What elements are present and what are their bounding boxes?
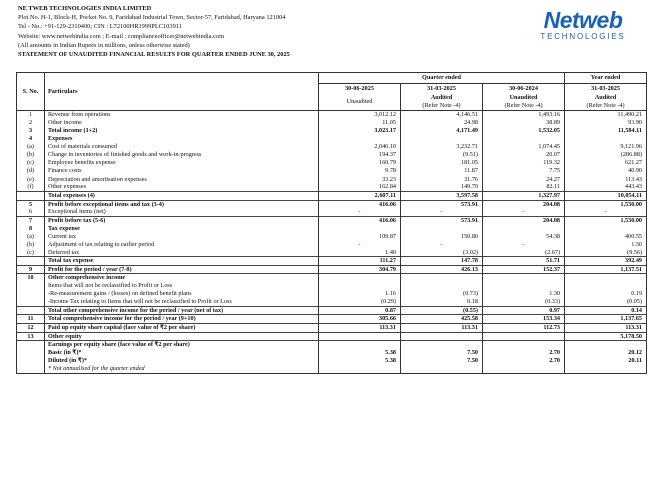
row-sn: 8 (17, 224, 45, 232)
row-value: 2.70 (483, 357, 565, 365)
row-value: 1,530.00 (565, 200, 647, 208)
row-sn: 13 (17, 332, 45, 341)
row-particular: Earnings per equity share (face value of ₹2 per share) (45, 341, 319, 349)
row-sn: (b) (17, 241, 45, 249)
row-sn: 1 (17, 111, 45, 119)
row-value: 400.55 (565, 232, 647, 240)
table-row (17, 208, 647, 216)
status-label: Audited (430, 94, 453, 102)
row-value: 11.05 (319, 119, 401, 127)
row-sn (17, 290, 45, 298)
row-value (401, 365, 483, 373)
table-row (17, 159, 647, 167)
row-value: (2.67) (483, 249, 565, 257)
row-value: 11,490.21 (565, 111, 647, 119)
table-row (17, 119, 647, 127)
row-value: 0.19 (565, 290, 647, 298)
row-value: 1.30 (483, 290, 565, 298)
row-value: 7.50 (401, 357, 483, 365)
row-value (483, 224, 565, 232)
row-value: 2.70 (483, 349, 565, 357)
row-value (483, 341, 565, 349)
row-particular: Profit before tax (5-6) (45, 216, 319, 224)
row-value: 3,597.58 (401, 191, 483, 200)
row-value (565, 282, 647, 290)
row-value (401, 274, 483, 282)
row-value: (0.05) (565, 298, 647, 306)
row-particular: Adjustment of tax relating to earlier period (45, 241, 319, 249)
row-particular: Other equity (45, 332, 319, 341)
table-row (17, 224, 647, 232)
netweb-logo (528, 8, 638, 41)
row-particular: Change in inventories of finished goods and work-in-progress (45, 151, 319, 159)
row-value: 1,327.97 (483, 191, 565, 200)
row-value: 3,023.17 (319, 127, 401, 135)
row-value: 0.18 (401, 298, 483, 306)
row-value: 33.23 (319, 175, 401, 183)
row-sn: 11 (17, 315, 45, 324)
row-sn: (d) (17, 167, 45, 175)
row-particular: Total income (1+2) (45, 127, 319, 135)
row-value (319, 365, 401, 373)
row-value: 1.16 (319, 290, 401, 298)
row-value (319, 282, 401, 290)
row-particular: Other expenses (45, 183, 319, 191)
row-value: 160.79 (319, 159, 401, 167)
row-value: 3,232.71 (401, 143, 483, 151)
row-value: 4,146.51 (401, 111, 483, 119)
note-label: (Refer Note -4) (504, 102, 543, 109)
table-row (17, 365, 647, 373)
table-row (17, 349, 647, 357)
status-header (483, 94, 565, 111)
row-sn (17, 282, 45, 290)
row-value: 392.49 (565, 257, 647, 266)
row-value: 10,054.11 (565, 191, 647, 200)
row-value: 149.70 (401, 183, 483, 191)
row-particular: Depreciation and amortisation expenses (45, 175, 319, 183)
row-value (483, 332, 565, 341)
row-value: 113.31 (565, 323, 647, 332)
row-sn: 9 (17, 265, 45, 274)
row-value: 82.11 (483, 183, 565, 191)
year-ended-header: Year ended (565, 73, 647, 84)
row-value: 181.05 (401, 159, 483, 167)
row-sn (17, 357, 45, 365)
particulars-header: Particulars (45, 73, 319, 111)
row-value: (0.55) (401, 306, 483, 315)
row-particular: Expenses (45, 135, 319, 143)
row-value: 93.90 (565, 119, 647, 127)
row-particular: Total comprehensive income for the period / year (9+10) (45, 315, 319, 324)
row-particular: Current tax (45, 232, 319, 240)
row-sn: (a) (17, 232, 45, 240)
row-value: 304.79 (319, 265, 401, 274)
row-value: 573.91 (401, 200, 483, 208)
row-sn: (a) (17, 143, 45, 151)
row-particular: Items that will not be reclassified to Profit or Loss (45, 282, 319, 290)
row-value: 1,137.51 (565, 265, 647, 274)
table-row (17, 341, 647, 349)
row-sn (17, 341, 45, 349)
logo-name: Netweb (543, 7, 623, 33)
status-header (319, 94, 401, 111)
table-row (17, 232, 647, 240)
row-value: 1.50 (565, 241, 647, 249)
row-value (319, 332, 401, 341)
row-value: 9,121.96 (565, 143, 647, 151)
row-value: 0.97 (483, 306, 565, 315)
table-row (17, 290, 647, 298)
date-header: 30-06-2025 (319, 84, 401, 95)
statement-title: STATEMENT OF UNAUDITED FINANCIAL RESULTS FOR QUARTER ENDED JUNE 30, 2025 (18, 51, 290, 59)
row-value: 1,532.05 (483, 127, 565, 135)
table-row (17, 306, 647, 315)
row-value: 24.27 (483, 175, 565, 183)
row-value: 147.78 (401, 257, 483, 266)
row-sn (17, 306, 45, 315)
table-row (17, 216, 647, 224)
row-value: 111.27 (319, 257, 401, 266)
row-sn: (c) (17, 159, 45, 167)
logo-subtitle: TECHNOLOGIES (540, 32, 626, 41)
row-value: 109.87 (319, 232, 401, 240)
row-particular: Total other comprehensive income for the period / year (net of tax) (45, 306, 319, 315)
table-row (17, 167, 647, 175)
row-sn: 6 (17, 208, 45, 216)
table-row (17, 332, 647, 341)
row-value: 204.08 (483, 200, 565, 208)
row-value: 113.31 (319, 323, 401, 332)
row-value: 54.38 (483, 232, 565, 240)
row-sn (17, 191, 45, 200)
row-sn (17, 349, 45, 357)
row-value: 425.58 (401, 315, 483, 324)
row-value: - (565, 208, 647, 216)
row-particular: Revenue from operations (45, 111, 319, 119)
row-value (483, 135, 565, 143)
row-value: 2,607.11 (319, 191, 401, 200)
row-value: - (319, 208, 401, 216)
row-particular: Profit before exceptional items and tax (3-4) (45, 200, 319, 208)
table-row (17, 323, 647, 332)
row-value (483, 282, 565, 290)
row-value: - (319, 241, 401, 249)
row-particular: Deferred tax (45, 249, 319, 257)
row-value: (9.56) (565, 249, 647, 257)
company-address: Plot No. H-1, Block-H, Pocket No. 9, Faridabad Industrial Town, Sector-57, Faridabad, Haryana 121004 (18, 14, 286, 22)
row-value (401, 332, 483, 341)
row-sn (17, 257, 45, 266)
row-sn: 4 (17, 135, 45, 143)
row-value: 11,584.11 (565, 127, 647, 135)
row-particular: -Re-measurement gains / (losses) on defined benefit plans (45, 290, 319, 298)
status-label: Unaudited (346, 98, 373, 106)
row-particular: Cost of materials consumed (45, 143, 319, 151)
row-value (401, 135, 483, 143)
row-sn (17, 298, 45, 306)
company-name: NE TWEB TECHNOLOGIES INDIA LIMITED (18, 5, 152, 12)
row-value: 20.12 (565, 349, 647, 357)
row-value: 443.43 (565, 183, 647, 191)
row-value (565, 224, 647, 232)
table-row (17, 135, 647, 143)
row-value: 7.50 (401, 349, 483, 357)
status-header (401, 94, 483, 111)
row-value: 0.14 (565, 306, 647, 315)
row-value: (0.33) (483, 298, 565, 306)
row-value: (0.73) (401, 290, 483, 298)
row-value: 426.13 (401, 265, 483, 274)
row-value: (3.02) (401, 249, 483, 257)
date-header: 31-03-2025 (565, 84, 647, 95)
row-value: 416.06 (319, 216, 401, 224)
row-value: 7.75 (483, 167, 565, 175)
row-value: 31.76 (401, 175, 483, 183)
row-value: 2,046.10 (319, 143, 401, 151)
row-value (401, 224, 483, 232)
row-particular: Profit for the period / year (7-8) (45, 265, 319, 274)
row-value: (286.88) (565, 151, 647, 159)
row-particular: * Not annualised for the quarter ended (45, 365, 319, 373)
company-telephone: Tel - No.: +91-129-2310400; CIN : L72100HR1999PLC103911 (18, 23, 182, 31)
date-header: 31-03-2025 (401, 84, 483, 95)
row-value: 9.78 (319, 167, 401, 175)
table-row (17, 127, 647, 135)
row-value: 113.31 (401, 323, 483, 332)
row-value: 150.80 (401, 232, 483, 240)
row-particular: Diluted (in ₹)* (45, 357, 319, 365)
table-row (17, 274, 647, 282)
row-value: (0.29) (319, 298, 401, 306)
row-value: - (483, 208, 565, 216)
row-value: 1,074.45 (483, 143, 565, 151)
row-sn: (b) (17, 151, 45, 159)
row-particular: Total tax expense (45, 257, 319, 266)
status-label: Audited (594, 94, 617, 102)
row-value: 20.07 (483, 151, 565, 159)
row-particular: Paid up equity share capital (face value of ₹2 per share) (45, 323, 319, 332)
table-row (17, 151, 647, 159)
row-value: 573.91 (401, 216, 483, 224)
row-particular: Exceptional items (net) (45, 208, 319, 216)
row-particular: Basic (in ₹)* (45, 349, 319, 357)
row-value (319, 341, 401, 349)
sn-header: S. No. (17, 73, 45, 111)
row-value: 11.87 (401, 167, 483, 175)
row-sn (17, 365, 45, 373)
row-value (319, 135, 401, 143)
row-value (565, 341, 647, 349)
table-row (17, 241, 647, 249)
status-header (565, 94, 647, 111)
row-value: - (483, 241, 565, 249)
row-value (565, 135, 647, 143)
table-row (17, 298, 647, 306)
row-value: 1,137.65 (565, 315, 647, 324)
table-row (17, 282, 647, 290)
row-value (319, 274, 401, 282)
row-sn: (f) (17, 183, 45, 191)
table-row (17, 265, 647, 274)
row-sn: 7 (17, 216, 45, 224)
row-value: 20.11 (565, 357, 647, 365)
row-particular: Finance costs (45, 167, 319, 175)
row-particular: Total expenses (4) (45, 191, 319, 200)
table-row (17, 249, 647, 257)
row-value: 194.37 (319, 151, 401, 159)
row-value: 5.38 (319, 357, 401, 365)
note-label: (Refer Note -4) (586, 102, 625, 109)
row-value (483, 365, 565, 373)
row-particular: Employee benefits expense (45, 159, 319, 167)
table-row (17, 191, 647, 200)
row-particular: Other comprehensive income (45, 274, 319, 282)
row-value (401, 282, 483, 290)
note-label: (Refer Note -4) (422, 102, 461, 109)
company-website: Website: www.netwebindia.com ; E-mail : complianceofficer@netwebindia.com (18, 32, 225, 40)
table-row (17, 111, 647, 119)
row-value: 416.06 (319, 200, 401, 208)
row-value: - (401, 241, 483, 249)
row-value: - (401, 208, 483, 216)
table-row (17, 257, 647, 266)
row-value: 4,171.49 (401, 127, 483, 135)
row-sn: 3 (17, 127, 45, 135)
row-value: (9.51) (401, 151, 483, 159)
company-header (18, 4, 488, 59)
row-value: 0.87 (319, 306, 401, 315)
row-value: 204.08 (483, 216, 565, 224)
units-note: (All amounts in Indian Rupees in millions, unless otherwise stated) (18, 41, 190, 49)
row-value (319, 224, 401, 232)
row-value: 40.90 (565, 167, 647, 175)
table-row (17, 315, 647, 324)
row-value (483, 274, 565, 282)
table-row (17, 357, 647, 365)
row-value: 38.89 (483, 119, 565, 127)
date-header: 30-06-2024 (483, 84, 565, 95)
row-sn: 12 (17, 323, 45, 332)
row-value: 305.66 (319, 315, 401, 324)
row-value: 152.37 (483, 265, 565, 274)
row-particular: -Income Tax relating to Items that will not be reclassified to Profit or Loss (45, 298, 319, 306)
row-sn: (e) (17, 175, 45, 183)
row-sn: 2 (17, 119, 45, 127)
table-row (17, 183, 647, 191)
status-label: Unaudited (509, 94, 538, 102)
row-value: 24.98 (401, 119, 483, 127)
financial-results-table (16, 72, 647, 374)
table-row (17, 200, 647, 208)
row-sn: (c) (17, 249, 45, 257)
row-value: 162.84 (319, 183, 401, 191)
row-value (565, 274, 647, 282)
row-value: 112.73 (483, 323, 565, 332)
row-value: 1,530.00 (565, 216, 647, 224)
row-value: 113.43 (565, 175, 647, 183)
row-value: 621.27 (565, 159, 647, 167)
row-value: 119.32 (483, 159, 565, 167)
row-sn: 5 (17, 200, 45, 208)
row-value: 5.38 (319, 349, 401, 357)
row-value: 3,012.12 (319, 111, 401, 119)
row-particular: Tax expense (45, 224, 319, 232)
row-particular: Other income (45, 119, 319, 127)
row-value (565, 365, 647, 373)
row-value: 1,493.16 (483, 111, 565, 119)
table-row (17, 143, 647, 151)
row-sn: 10 (17, 274, 45, 282)
quarter-ended-header: Quarter ended (319, 73, 565, 84)
row-value: 51.71 (483, 257, 565, 266)
table-row (17, 175, 647, 183)
table-body (17, 111, 647, 374)
row-value: 5,178.50 (565, 332, 647, 341)
row-value: 153.34 (483, 315, 565, 324)
row-value (401, 341, 483, 349)
row-value: 1.40 (319, 249, 401, 257)
